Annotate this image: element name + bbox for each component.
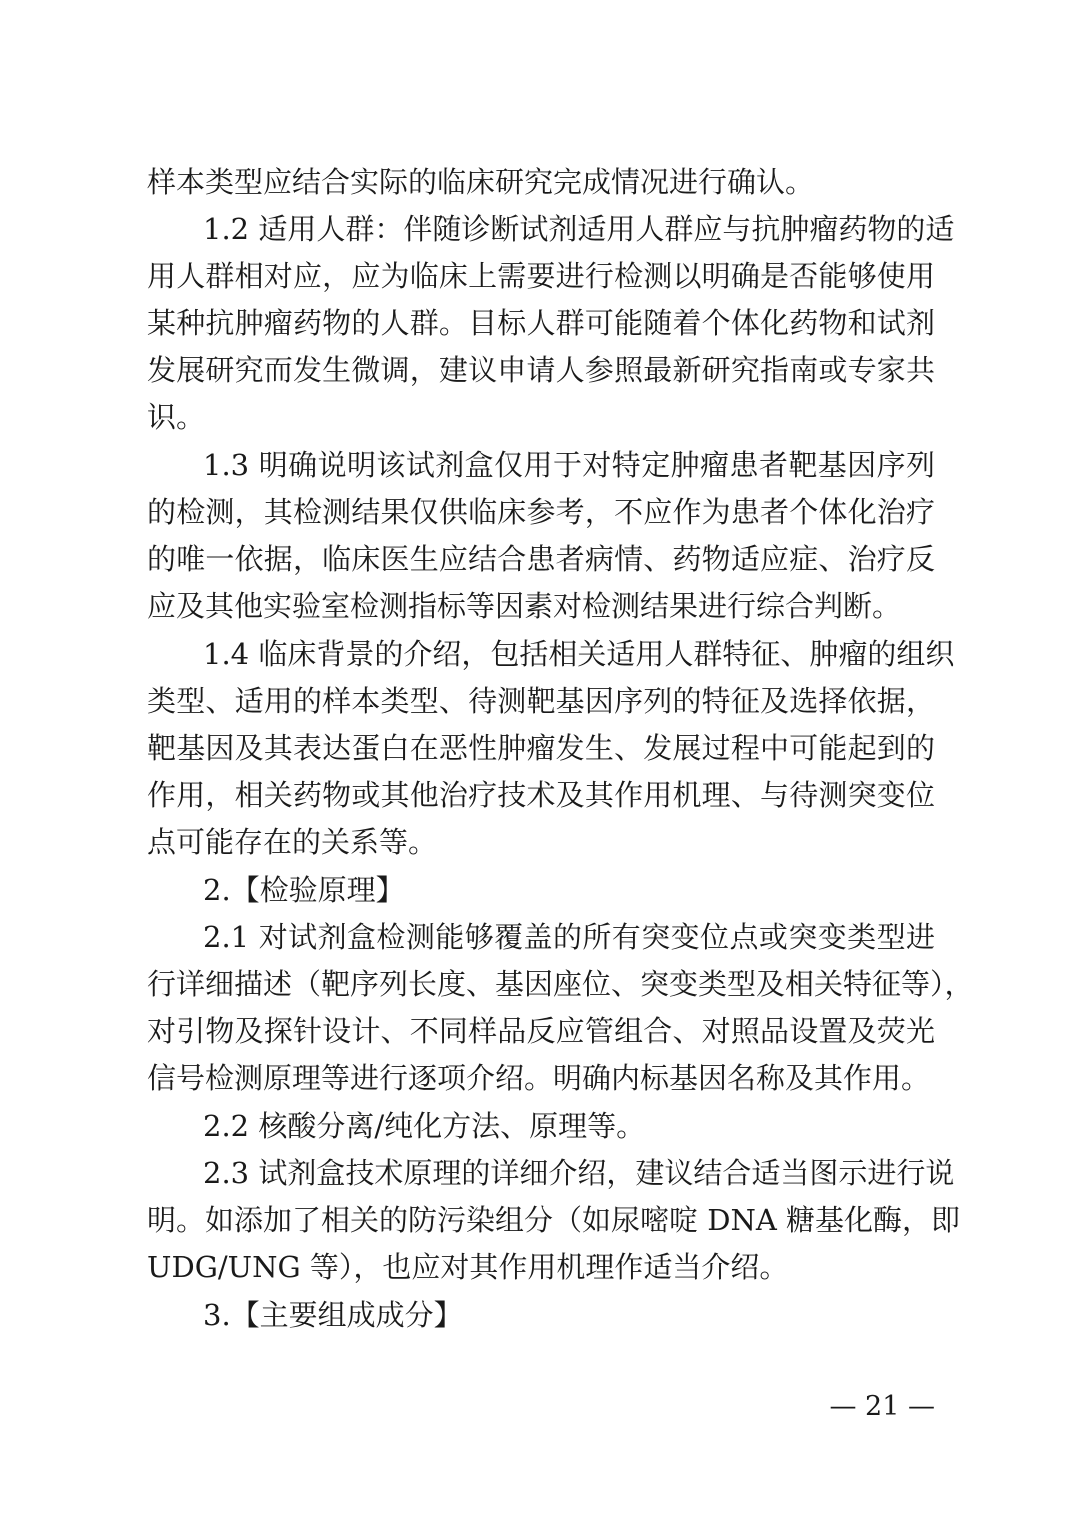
text-line: 应及其他实验室检测指标等因素对检测结果进行综合判断。 <box>147 589 902 623</box>
text-line: 识。 <box>147 400 206 434</box>
text-line: 2.2 核酸分离/纯化方法、原理等。 <box>203 1109 646 1143</box>
text-line: 1.3 明确说明该试剂盒仅用于对特定肿瘤患者靶基因序列 <box>203 448 935 482</box>
text-line: 用人群相对应，应为临床上需要进行检测以明确是否能够使用 <box>147 259 935 293</box>
text-line: 类型、适用的样本类型、待测靶基因序列的特征及选择依据， <box>147 684 935 718</box>
text-line: 靶基因及其表达蛋白在恶性肿瘤发生、发展过程中可能起到的 <box>147 731 935 765</box>
text-line: 1.2 适用人群：伴随诊断试剂适用人群应与抗肿瘤药物的适 <box>203 212 955 246</box>
text-line: 明。如添加了相关的防污染组分（如尿嘧啶 DNA 糖基化酶，即 <box>147 1203 961 1237</box>
text-line: 的检测，其检测结果仅供临床参考，不应作为患者个体化治疗 <box>147 495 935 529</box>
text-line: 某种抗肿瘤药物的人群。目标人群可能随着个体化药物和试剂 <box>147 306 935 340</box>
text-line: 点可能存在的关系等。 <box>147 825 438 859</box>
page-number: — 21 — <box>829 1391 935 1422</box>
text-line: 的唯一依据，临床医生应结合患者病情、药物适应症、治疗反 <box>147 542 935 576</box>
text-line: 发展研究而发生微调，建议申请人参照最新研究指南或专家共 <box>147 353 935 387</box>
text-line: 信号检测原理等进行逐项介绍。明确内标基因名称及其作用。 <box>147 1061 931 1095</box>
text-line: 作用，相关药物或其他治疗技术及其作用机理、与待测突变位 <box>147 778 935 812</box>
text-line: 1.4 临床背景的介绍，包括相关适用人群特征、肿瘤的组织 <box>203 637 955 671</box>
section-heading: 2.【检验原理】 <box>203 873 405 907</box>
text-line: 2.3 试剂盒技术原理的详细介绍，建议结合适当图示进行说 <box>203 1156 955 1190</box>
text-line: 行详细描述（靶序列长度、基因座位、突变类型及相关特征等）， <box>147 967 974 1001</box>
text-line: UDG/UNG 等），也应对其作用机理作适当介绍。 <box>147 1250 789 1284</box>
text-line: 2.1 对试剂盒检测能够覆盖的所有突变位点或突变类型进 <box>203 920 935 954</box>
text-line: 样本类型应结合实际的临床研究完成情况进行确认。 <box>147 165 815 199</box>
text-line: 对引物及探针设计、不同样品反应管组合、对照品设置及荧光 <box>147 1014 935 1048</box>
section-heading: 3.【主要组成成分】 <box>203 1298 463 1332</box>
